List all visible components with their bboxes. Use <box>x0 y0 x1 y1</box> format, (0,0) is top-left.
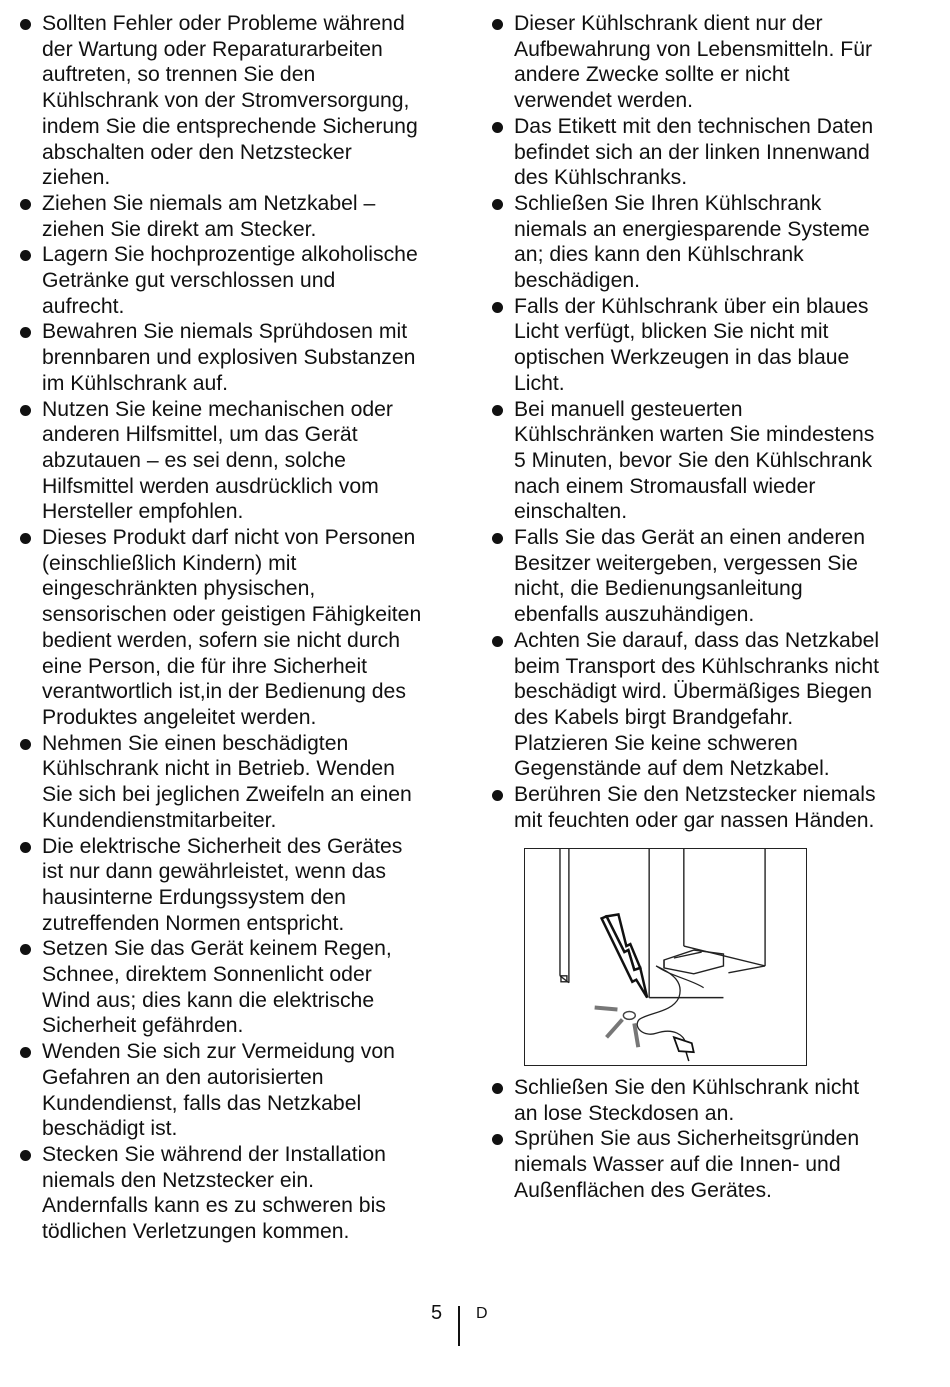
right-column <box>492 11 912 834</box>
list-item: Stecken Sie während der Installation niemals den Netzstecker ein. Andernfalls kann es zu schweren bis tödlichen Verletzungen kommen. <box>20 1142 450 1245</box>
list-item: Die elektrische Sicherheit des Gerätes ist nur dann gewährleistet, wenn das hausinterne Erdungssystem den zutreffenden Normen entspricht. <box>20 834 450 937</box>
right-column-bottom <box>492 1075 912 1204</box>
list-item: Dieser Kühlschrank dient nur der Aufbewahrung von Lebensmitteln. Für andere Zwecke sollte er nicht verwendet werden. <box>492 11 912 114</box>
list-item: Sprühen Sie aus Sicherheitsgründen niemals Wasser auf die Innen- und Außenflächen des Gerätes. <box>492 1126 912 1203</box>
list-item: Ziehen Sie niemals am Netzkabel – ziehen Sie direkt am Stecker. <box>20 191 450 242</box>
safety-list-right-top <box>492 11 912 834</box>
list-item: Falls der Kühlschrank über ein blaues Licht verfügt, blicken Sie nicht mit optischen Werkzeugen in das blaue Licht. <box>492 294 912 397</box>
list-item: Sollten Fehler oder Probleme während der Wartung oder Reparaturarbeiten auftreten, so trennen Sie den Kühlschrank von der Stromversorgung, indem Sie die entsprechende Sicherung abschalten oder den Netzstecker ziehen. <box>20 11 450 191</box>
left-column <box>20 11 450 1245</box>
list-item: Schließen Sie Ihren Kühlschrank niemals an energiesparende Systeme an; dies kann den Kühlschrank beschädigen. <box>492 191 912 294</box>
list-item: Wenden Sie sich zur Vermeidung von Gefahren an den autorisierten Kundendienst, falls das Netzkabel beschädigt ist. <box>20 1039 450 1142</box>
list-item: Setzen Sie das Gerät keinem Regen, Schnee, direktem Sonnenlicht oder Wind aus; dies kann die elektrische Sicherheit gefährden. <box>20 936 450 1039</box>
page-number: 5 <box>431 1302 443 1324</box>
list-item: Bewahren Sie niemals Sprühdosen mit brennbaren und explosiven Substanzen im Kühlschrank auf. <box>20 319 450 396</box>
list-item: Berühren Sie den Netzstecker niemals mit feuchten oder gar nassen Händen. <box>492 782 912 833</box>
list-item: Bei manuell gesteuerten Kühlschränken warten Sie mindestens 5 Minuten, bevor Sie den Kühlschrank nach einem Stromausfall wieder einschalten. <box>492 397 912 526</box>
footer-divider <box>458 1306 460 1346</box>
list-item: Schließen Sie den Kühlschrank nicht an lose Steckdosen an. <box>492 1075 912 1126</box>
language-code: D <box>476 1305 488 1322</box>
safety-list-right-bottom <box>492 1075 912 1204</box>
fridge-plug-shock-icon <box>525 849 806 1065</box>
fridge-plug-shock-illustration <box>524 848 807 1066</box>
list-item: Nutzen Sie keine mechanischen oder anderen Hilfsmittel, um das Gerät abzutauen – es sei denn, solche Hilfsmittel werden ausdrücklich vom Hersteller empfohlen. <box>20 397 450 526</box>
list-item: Falls Sie das Gerät an einen anderen Besitzer weitergeben, vergessen Sie nicht, die Bedienungsanleitung ebenfalls auszuhändigen. <box>492 525 912 628</box>
list-item: Lagern Sie hochprozentige alkoholische Getränke gut verschlossen und aufrecht. <box>20 242 450 319</box>
list-item: Achten Sie darauf, dass das Netzkabel beim Transport des Kühlschranks nicht beschädigt wird. Übermäßiges Biegen des Kabels birgt Brandgefahr. Platzieren Sie keine schweren Gegenstände auf dem Netzkabel. <box>492 628 912 782</box>
list-item: Das Etikett mit den technischen Daten befindet sich an der linken Innenwand des Kühlschranks. <box>492 114 912 191</box>
list-item: Dieses Produkt darf nicht von Personen (einschließlich Kindern) mit eingeschränkten physischen, sensorischen oder geistigen Fähigkeiten bedient werden, sofern sie nicht durch eine Person, die für ihre Sicherheit verantwortlich ist,in der Bedienung des Produktes angeleitet werden. <box>20 525 450 731</box>
list-item: Nehmen Sie einen beschädigten Kühlschrank nicht in Betrieb. Wenden Sie sich bei jeglichen Zweifeln an einen Kundendienstmitarbeiter. <box>20 731 450 834</box>
safety-list-left <box>20 11 450 1245</box>
